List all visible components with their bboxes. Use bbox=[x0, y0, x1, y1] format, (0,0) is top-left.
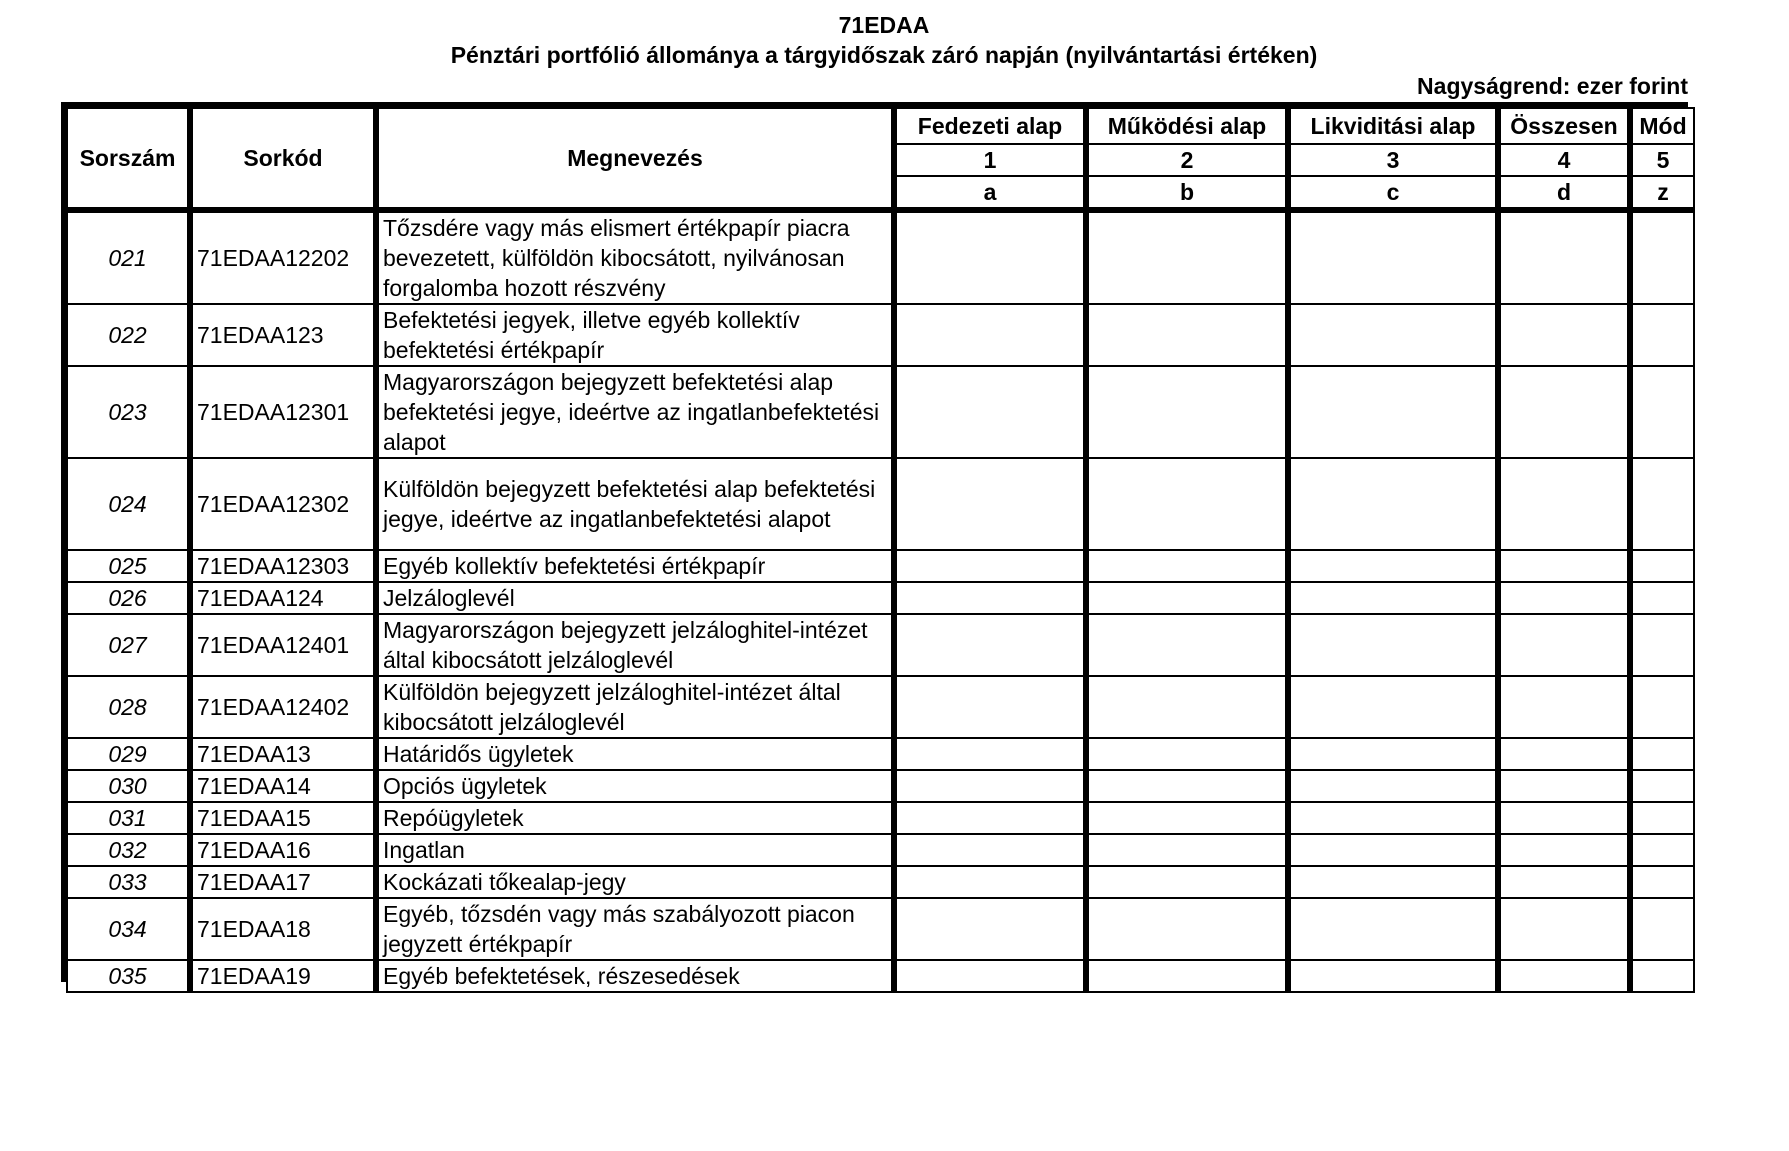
row-sorszam: 034 bbox=[67, 898, 190, 960]
value-cell-mukodesi[interactable] bbox=[1086, 834, 1288, 866]
value-cell-osszesen[interactable] bbox=[1498, 550, 1630, 582]
header-sorkod: Sorkód bbox=[190, 108, 376, 210]
table-row bbox=[67, 802, 1694, 834]
row-megnevezes: Magyarországon bejegyzett jelzáloghitel-intézet által kibocsátott jelzáloglevél bbox=[376, 614, 894, 676]
value-cell-likviditasi[interactable] bbox=[1288, 770, 1498, 802]
table-row bbox=[67, 738, 1694, 770]
row-sorkod: 71EDAA15 bbox=[190, 802, 376, 834]
value-cell-fedezeti[interactable] bbox=[894, 582, 1086, 614]
row-megnevezes: Kockázati tőkealap-jegy bbox=[376, 866, 894, 898]
table-row bbox=[67, 898, 1694, 960]
header-col-2-num: 2 bbox=[1086, 144, 1288, 176]
value-cell-likviditasi[interactable] bbox=[1288, 866, 1498, 898]
row-sorkod: 71EDAA12202 bbox=[190, 210, 376, 304]
value-cell-mod[interactable] bbox=[1630, 676, 1694, 738]
value-cell-mukodesi[interactable] bbox=[1086, 366, 1288, 458]
value-cell-osszesen[interactable] bbox=[1498, 866, 1630, 898]
value-cell-mod[interactable] bbox=[1630, 458, 1694, 550]
page-title: Pénztári portfólió állománya a tárgyidőszak záró napján (nyilvántartási értéken) bbox=[450, 42, 1318, 68]
table-row bbox=[67, 866, 1694, 898]
value-cell-mukodesi[interactable] bbox=[1086, 582, 1288, 614]
table-row bbox=[67, 834, 1694, 866]
header-col-4-letter: d bbox=[1498, 176, 1630, 210]
row-sorkod: 71EDAA13 bbox=[190, 738, 376, 770]
value-cell-mukodesi[interactable] bbox=[1086, 614, 1288, 676]
value-cell-mod[interactable] bbox=[1630, 960, 1694, 992]
value-cell-likviditasi[interactable] bbox=[1288, 550, 1498, 582]
row-sorkod: 71EDAA12402 bbox=[190, 676, 376, 738]
row-sorszam: 033 bbox=[67, 866, 190, 898]
value-cell-likviditasi[interactable] bbox=[1288, 458, 1498, 550]
header-col-1-letter: a bbox=[894, 176, 1086, 210]
row-megnevezes: Opciós ügyletek bbox=[376, 770, 894, 802]
value-cell-osszesen[interactable] bbox=[1498, 738, 1630, 770]
header-col-5-letter: z bbox=[1630, 176, 1694, 210]
value-cell-mod[interactable] bbox=[1630, 550, 1694, 582]
value-cell-likviditasi[interactable] bbox=[1288, 210, 1498, 304]
row-sorszam: 025 bbox=[67, 550, 190, 582]
table-row bbox=[67, 550, 1694, 582]
value-cell-likviditasi[interactable] bbox=[1288, 960, 1498, 992]
value-cell-mukodesi[interactable] bbox=[1086, 550, 1288, 582]
value-cell-osszesen[interactable] bbox=[1498, 458, 1630, 550]
value-cell-osszesen[interactable] bbox=[1498, 304, 1630, 366]
value-cell-mukodesi[interactable] bbox=[1086, 960, 1288, 992]
header-col-3-letter: c bbox=[1288, 176, 1498, 210]
value-cell-mod[interactable] bbox=[1630, 802, 1694, 834]
value-cell-likviditasi[interactable] bbox=[1288, 738, 1498, 770]
row-megnevezes: Repóügyletek bbox=[376, 802, 894, 834]
table-row bbox=[67, 960, 1694, 992]
header-sorszam: Sorszám bbox=[67, 108, 190, 210]
header-col-4-label: Összesen bbox=[1498, 108, 1630, 144]
value-cell-fedezeti[interactable] bbox=[894, 834, 1086, 866]
value-cell-osszesen[interactable] bbox=[1498, 834, 1630, 866]
row-sorszam: 028 bbox=[67, 676, 190, 738]
value-cell-mod[interactable] bbox=[1630, 770, 1694, 802]
row-sorkod: 71EDAA16 bbox=[190, 834, 376, 866]
value-cell-fedezeti[interactable] bbox=[894, 802, 1086, 834]
row-sorkod: 71EDAA14 bbox=[190, 770, 376, 802]
value-cell-fedezeti[interactable] bbox=[894, 366, 1086, 458]
value-cell-mod[interactable] bbox=[1630, 210, 1694, 304]
row-megnevezes: Külföldön bejegyzett jelzáloghitel-intézet által kibocsátott jelzáloglevél bbox=[376, 676, 894, 738]
value-cell-fedezeti[interactable] bbox=[894, 738, 1086, 770]
value-cell-osszesen[interactable] bbox=[1498, 802, 1630, 834]
value-cell-mukodesi[interactable] bbox=[1086, 676, 1288, 738]
value-cell-mukodesi[interactable] bbox=[1086, 304, 1288, 366]
value-cell-likviditasi[interactable] bbox=[1288, 366, 1498, 458]
value-cell-fedezeti[interactable] bbox=[894, 304, 1086, 366]
row-sorkod: 71EDAA19 bbox=[190, 960, 376, 992]
report-table bbox=[66, 107, 1695, 993]
row-sorszam: 031 bbox=[67, 802, 190, 834]
table-row bbox=[67, 366, 1694, 458]
row-sorkod: 71EDAA124 bbox=[190, 582, 376, 614]
value-cell-osszesen[interactable] bbox=[1498, 898, 1630, 960]
header-col-4-num: 4 bbox=[1498, 144, 1630, 176]
value-cell-mukodesi[interactable] bbox=[1086, 210, 1288, 304]
row-megnevezes: Jelzáloglevél bbox=[376, 582, 894, 614]
value-cell-fedezeti[interactable] bbox=[894, 458, 1086, 550]
value-cell-mod[interactable] bbox=[1630, 304, 1694, 366]
value-cell-likviditasi[interactable] bbox=[1288, 304, 1498, 366]
table-row bbox=[67, 770, 1694, 802]
header-col-5-num: 5 bbox=[1630, 144, 1694, 176]
value-cell-mod[interactable] bbox=[1630, 614, 1694, 676]
table-row bbox=[67, 676, 1694, 738]
value-cell-osszesen[interactable] bbox=[1498, 582, 1630, 614]
value-cell-mod[interactable] bbox=[1630, 738, 1694, 770]
value-cell-fedezeti[interactable] bbox=[894, 866, 1086, 898]
value-cell-likviditasi[interactable] bbox=[1288, 802, 1498, 834]
value-cell-mukodesi[interactable] bbox=[1086, 898, 1288, 960]
row-sorszam: 022 bbox=[67, 304, 190, 366]
row-megnevezes: Határidős ügyletek bbox=[376, 738, 894, 770]
form-code: 71EDAA bbox=[838, 12, 930, 38]
value-cell-mod[interactable] bbox=[1630, 366, 1694, 458]
value-cell-fedezeti[interactable] bbox=[894, 550, 1086, 582]
row-sorkod: 71EDAA12401 bbox=[190, 614, 376, 676]
value-cell-fedezeti[interactable] bbox=[894, 614, 1086, 676]
table-row bbox=[67, 614, 1694, 676]
row-megnevezes: Egyéb kollektív befektetési értékpapír bbox=[376, 550, 894, 582]
row-sorkod: 71EDAA12303 bbox=[190, 550, 376, 582]
row-megnevezes: Befektetési jegyek, illetve egyéb kollektív befektetési értékpapír bbox=[376, 304, 894, 366]
value-cell-mukodesi[interactable] bbox=[1086, 458, 1288, 550]
value-cell-osszesen[interactable] bbox=[1498, 210, 1630, 304]
row-megnevezes: Ingatlan bbox=[376, 834, 894, 866]
row-megnevezes: Külföldön bejegyzett befektetési alap befektetési jegye, ideértve az ingatlanbefektetési alapot bbox=[376, 458, 894, 550]
row-megnevezes: Tőzsdére vagy más elismert értékpapír piacra bevezetett, külföldön kibocsátott, nyilvánosan forgalomba hozott részvény bbox=[376, 210, 894, 304]
row-sorszam: 023 bbox=[67, 366, 190, 458]
value-cell-mukodesi[interactable] bbox=[1086, 738, 1288, 770]
header-col-2-letter: b bbox=[1086, 176, 1288, 210]
value-cell-mod[interactable] bbox=[1630, 582, 1694, 614]
value-cell-likviditasi[interactable] bbox=[1288, 582, 1498, 614]
row-megnevezes: Magyarországon bejegyzett befektetési alap befektetési jegye, ideértve az ingatlanbefektetési alapot bbox=[376, 366, 894, 458]
row-sorkod: 71EDAA18 bbox=[190, 898, 376, 960]
value-cell-osszesen[interactable] bbox=[1498, 960, 1630, 992]
value-cell-osszesen[interactable] bbox=[1498, 770, 1630, 802]
table-row bbox=[67, 304, 1694, 366]
value-cell-fedezeti[interactable] bbox=[894, 960, 1086, 992]
value-cell-likviditasi[interactable] bbox=[1288, 834, 1498, 866]
row-sorszam: 030 bbox=[67, 770, 190, 802]
value-cell-mod[interactable] bbox=[1630, 834, 1694, 866]
row-sorkod: 71EDAA12302 bbox=[190, 458, 376, 550]
value-cell-fedezeti[interactable] bbox=[894, 898, 1086, 960]
report-table-frame bbox=[61, 102, 1688, 989]
row-megnevezes: Egyéb, tőzsdén vagy más szabályozott piacon jegyzett értékpapír bbox=[376, 898, 894, 960]
table-row bbox=[67, 210, 1694, 304]
row-sorszam: 027 bbox=[67, 614, 190, 676]
value-cell-mod[interactable] bbox=[1630, 898, 1694, 960]
value-cell-likviditasi[interactable] bbox=[1288, 898, 1498, 960]
header-col-3-label: Likviditási alap bbox=[1288, 108, 1498, 144]
header-col-3-num: 3 bbox=[1288, 144, 1498, 176]
header-col-2-label: Működési alap bbox=[1086, 108, 1288, 144]
table-row bbox=[67, 582, 1694, 614]
value-cell-mukodesi[interactable] bbox=[1086, 802, 1288, 834]
row-sorszam: 032 bbox=[67, 834, 190, 866]
header-megnevezes: Megnevezés bbox=[376, 108, 894, 210]
row-sorszam: 035 bbox=[67, 960, 190, 992]
row-sorszam: 026 bbox=[67, 582, 190, 614]
row-megnevezes: Egyéb befektetések, részesedések bbox=[376, 960, 894, 992]
value-cell-osszesen[interactable] bbox=[1498, 366, 1630, 458]
value-cell-likviditasi[interactable] bbox=[1288, 614, 1498, 676]
value-cell-fedezeti[interactable] bbox=[894, 210, 1086, 304]
header-col-5-label: Mód bbox=[1630, 108, 1694, 144]
value-cell-osszesen[interactable] bbox=[1498, 676, 1630, 738]
row-sorszam: 029 bbox=[67, 738, 190, 770]
value-cell-mukodesi[interactable] bbox=[1086, 770, 1288, 802]
header-col-1-label: Fedezeti alap bbox=[894, 108, 1086, 144]
table-row bbox=[67, 458, 1694, 550]
value-cell-fedezeti[interactable] bbox=[894, 676, 1086, 738]
value-cell-osszesen[interactable] bbox=[1498, 614, 1630, 676]
value-cell-mod[interactable] bbox=[1630, 866, 1694, 898]
row-sorszam: 024 bbox=[67, 458, 190, 550]
header-col-1-num: 1 bbox=[894, 144, 1086, 176]
unit-label: Nagyságrend: ezer forint bbox=[1417, 73, 1688, 99]
value-cell-mukodesi[interactable] bbox=[1086, 866, 1288, 898]
row-sorszam: 021 bbox=[67, 210, 190, 304]
value-cell-likviditasi[interactable] bbox=[1288, 676, 1498, 738]
row-sorkod: 71EDAA17 bbox=[190, 866, 376, 898]
row-sorkod: 71EDAA123 bbox=[190, 304, 376, 366]
row-sorkod: 71EDAA12301 bbox=[190, 366, 376, 458]
value-cell-fedezeti[interactable] bbox=[894, 770, 1086, 802]
